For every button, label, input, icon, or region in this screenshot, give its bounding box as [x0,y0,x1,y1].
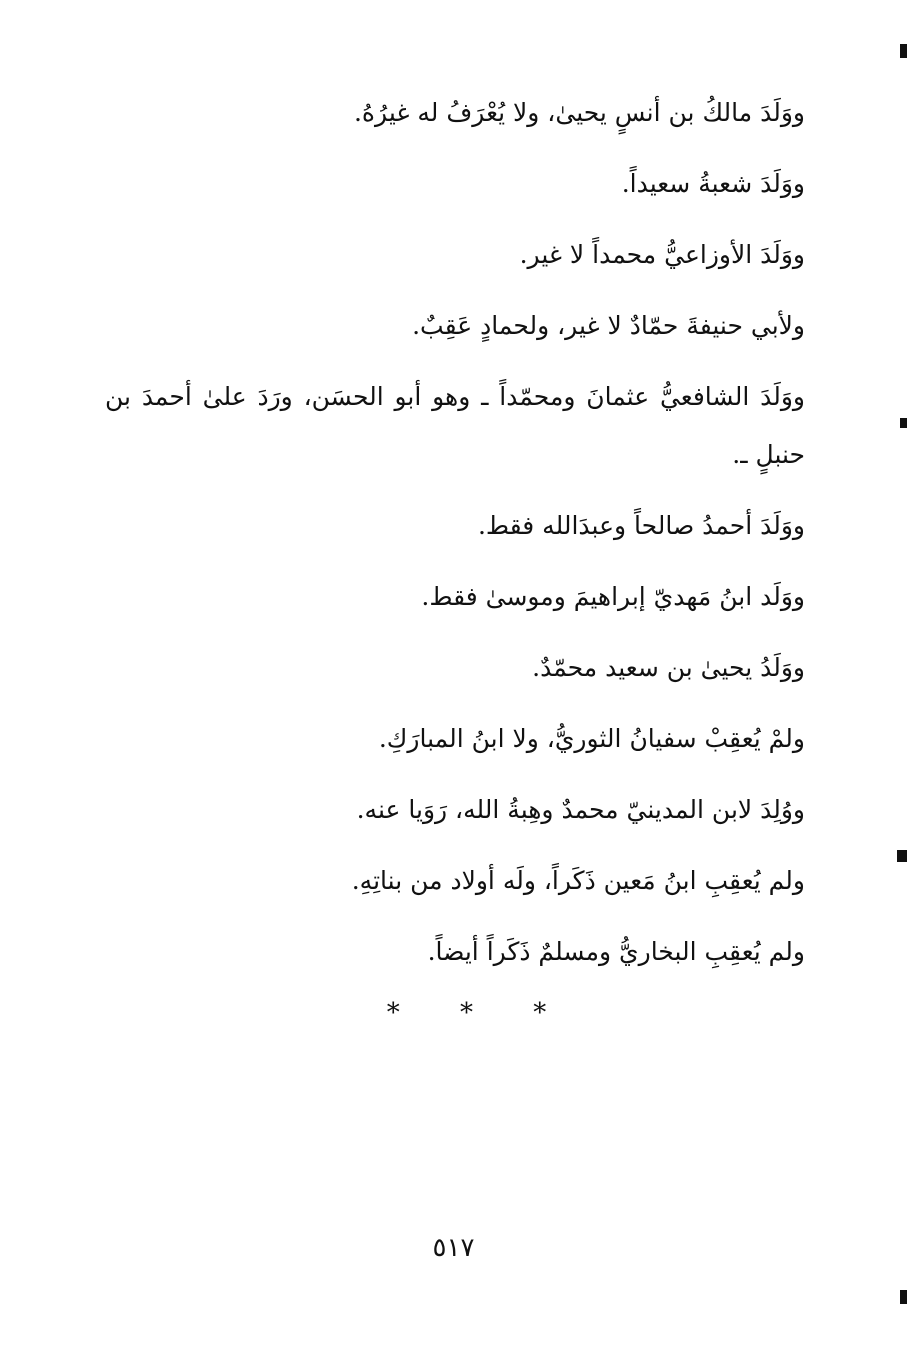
paragraph-8: ووَلَدُ يحيىٰ بن سعيد محمّدٌ. [532,653,805,682]
paragraph-11: ولم يُعقِبِ ابنُ مَعين ذَكَراً، ولَه أولاد من بناتِهِ. [351,866,805,895]
section-separator: * * * [386,998,573,1028]
paragraph-4: ولأبي حنيفةَ حمّادٌ لا غير، ولحمادٍ عَقِبٌ. [412,311,805,340]
paragraph-6: ووَلَدَ أحمدُ صالحاً وعبدَالله فقط. [477,511,805,540]
paragraph-3: ووَلَدَ الأوزاعيُّ محمداً لا غير. [519,240,805,269]
scan-margin-mark [900,418,907,428]
scan-margin-mark [900,44,907,58]
paragraph-2: ووَلَدَ شعبةُ سعيداً. [621,169,805,198]
paragraph-5: ووَلَدَ الشافعيُّ عثمانَ ومحمّداً ـ وهو أبو الحسَن، ورَدَ علىٰ أحمدَ بن حنبلٍ ـ. [105,382,805,469]
main-text [105,84,805,994]
page-number: ٥١٧ [432,1233,475,1263]
paragraph-9: ولمْ يُعقِبْ سفيانُ الثوريُّ، ولا ابنُ المبارَكِ. [378,724,805,753]
scan-margin-mark [900,1290,907,1304]
paragraph-1: ووَلَدَ مالكُ بن أنسٍ يحيىٰ، ولا يُعْرَفُ له غيرُهُ. [353,98,805,127]
paragraph-12: ولم يُعقِبِ البخاريُّ ومسلمٌ ذَكَراً أيضاً. [427,937,805,966]
scan-margin-mark [897,850,907,862]
paragraph-10: ووُلِدَ لابن المدينيّ محمدٌ وهِبةُ الله، رَوَيا عنه. [356,795,805,824]
paragraph-7: ووَلَد ابنُ مَهديّ إبراهيمَ وموسىٰ فقط. [421,582,805,611]
